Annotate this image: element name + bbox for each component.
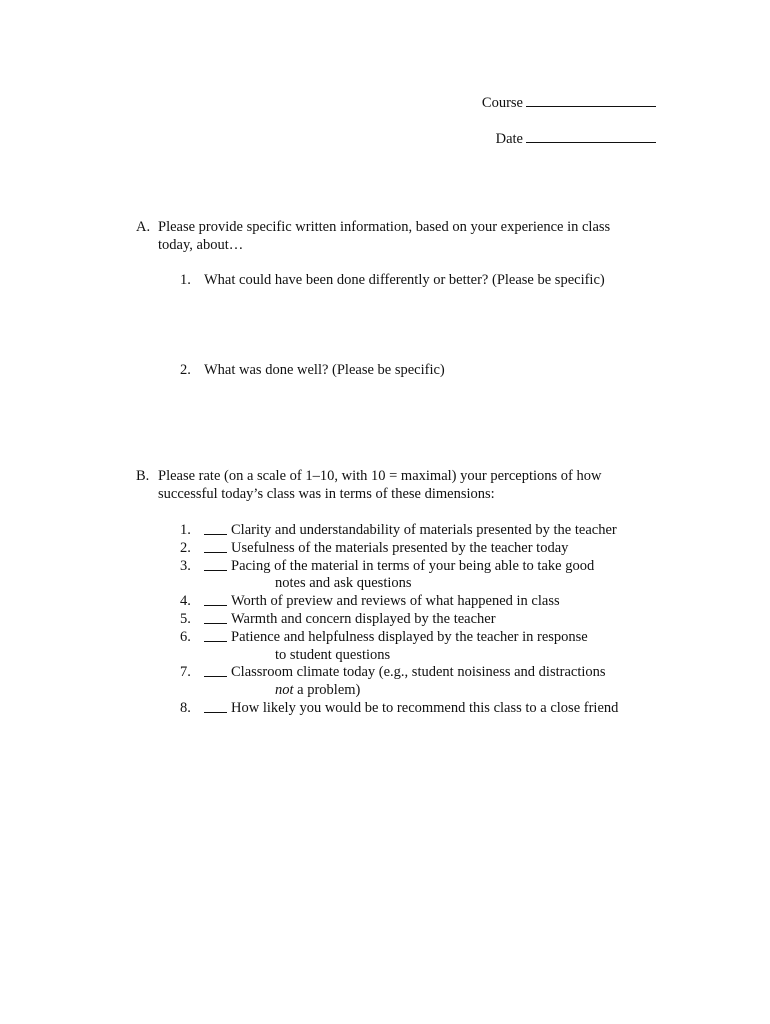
rating-number: 5.: [180, 610, 191, 627]
rating-text-continued: to student questions: [275, 646, 391, 663]
rating-item-2: [180, 540, 618, 558]
rating-number: 1.: [180, 522, 191, 538]
rating-number: 2.: [180, 539, 191, 556]
course-field: [482, 94, 656, 113]
rating-text: Warmth and concern displayed by the teacher: [231, 610, 496, 627]
section-b-intro-line1: Please rate (on a scale of 1–10, with 10 = maximal) your perceptions of how: [158, 468, 602, 484]
question-1: [180, 272, 605, 290]
rating-item-5: [180, 611, 618, 629]
rating-blank[interactable]: [204, 700, 227, 713]
question-1-text: What could have been done differently or better? (Please be specific): [204, 272, 605, 288]
date-field: [496, 130, 656, 149]
rating-blank[interactable]: [204, 593, 227, 606]
rating-text: Classroom climate today (e.g., student noisiness and distractions: [231, 664, 606, 681]
rating-item-8: [180, 700, 618, 718]
section-b: [136, 468, 656, 504]
rating-text: Worth of preview and reviews of what happened in class: [231, 593, 560, 610]
rating-text-continued: [231, 682, 606, 700]
section-a-letter: A.: [136, 219, 151, 235]
rating-blank[interactable]: [204, 522, 227, 535]
course-label: Course: [481, 95, 523, 111]
section-b-letter: B.: [136, 468, 150, 484]
section-b-intro-line2: successful today’s class was in terms of these dimensions:: [158, 485, 495, 502]
rating-blank[interactable]: [204, 629, 227, 642]
rating-blank[interactable]: [204, 611, 227, 624]
rating-blank[interactable]: [204, 540, 227, 553]
date-blank[interactable]: [526, 130, 656, 143]
section-a-intro-line1: Please provide specific written information, based on your experience in class: [158, 219, 611, 235]
question-2-number: 2.: [180, 362, 191, 378]
rating-number: 6.: [180, 628, 191, 645]
rating-item-4: [180, 593, 618, 611]
section-a-intro-line2: today, about…: [158, 236, 244, 253]
rating-blank[interactable]: [204, 664, 227, 677]
rating-number: 8.: [180, 699, 191, 716]
rating-text: Pacing of the material in terms of your being able to take good: [231, 557, 595, 574]
rating-blank[interactable]: [204, 558, 227, 571]
question-2: [180, 362, 445, 380]
emphasis-not: not: [275, 682, 294, 699]
rating-item-6: [180, 629, 618, 665]
rating-text: Usefulness of the materials presented by the teacher today: [231, 539, 569, 556]
section-a: [136, 219, 656, 255]
rating-number: 7.: [180, 664, 191, 681]
rating-item-7: [180, 664, 618, 700]
rating-number: 3.: [180, 557, 191, 574]
rating-text: How likely you would be to recommend this class to a close friend: [231, 699, 619, 716]
date-label: Date: [495, 131, 523, 147]
rating-text-continued: notes and ask questions: [275, 575, 412, 592]
question-2-text: What was done well? (Please be specific): [204, 362, 445, 378]
course-blank[interactable]: [526, 94, 656, 107]
rating-item-1: [180, 522, 618, 540]
rating-text-continued-rest: a problem): [293, 682, 361, 699]
rating-item-3: [180, 558, 618, 594]
rating-text: Patience and helpfulness displayed by the teacher in response: [231, 628, 588, 645]
rating-number: 4.: [180, 593, 191, 610]
rating-list: [180, 522, 618, 718]
rating-text: Clarity and understandability of materials presented by the teacher: [231, 522, 617, 538]
question-1-number: 1.: [180, 272, 191, 288]
